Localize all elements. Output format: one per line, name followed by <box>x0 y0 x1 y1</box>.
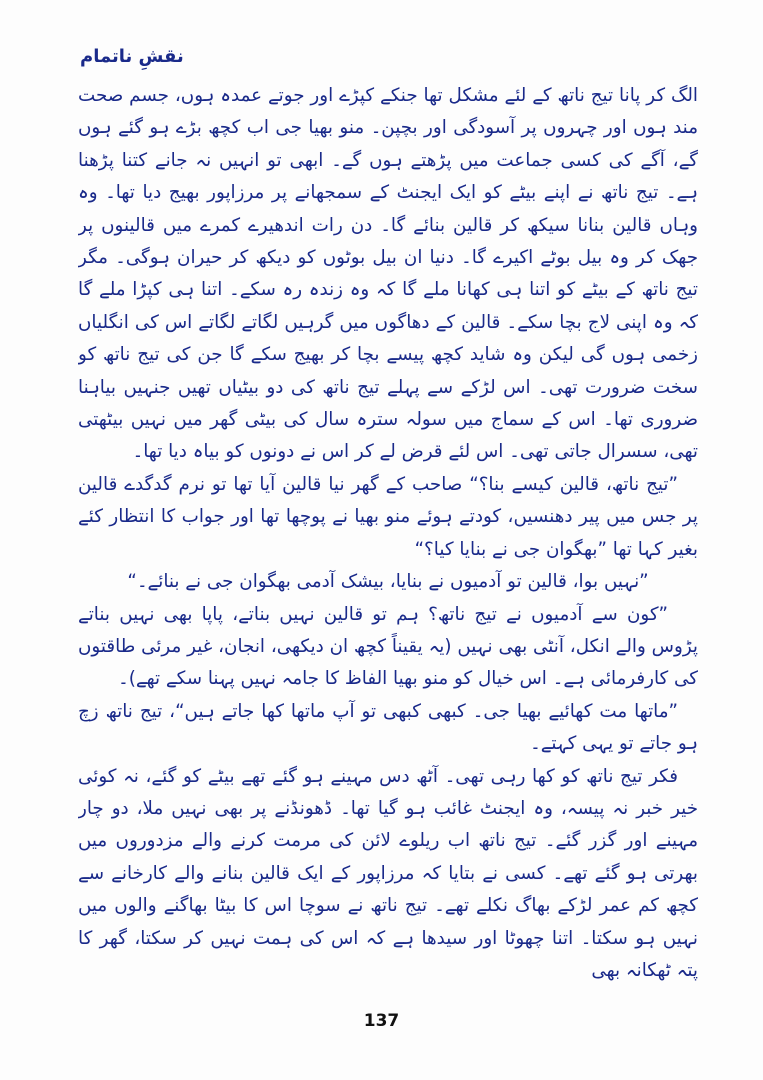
paragraph-1: الگ کر پانا تیج ناتھ کے لئے مشکل تھا جنکے کپڑے اور جوتے عمدہ ہوں، جسم صحت مند ہوں اور چہروں پر آسودگی اور بچپن۔ منو بھیا جی اب کچھ بڑے ہو گئے ہوں گے، آگے کی کسی جماعت میں پڑھتے ہوں گے۔ ابھی تو انہیں نہ جانے کتنا پڑھنا ہے۔ تیج ناتھ نے اپنے بیٹے کو ایک ایجنٹ کے سمجھانے پر مرزاپور بھیج دیا تھا۔ وہ وہاں قالین بنانا سیکھ کر قالین بنائے گا۔ دن رات اندھیرے کمرے میں قالینوں پر جھک کر وہ بیل بوٹے اکیرے گا۔ دنیا ان بیل بوٹوں کو دیکھ کر حیران ہوگی۔ مگر تیج ناتھ کے بیٹے کو اتنا ہی کھانا ملے گا کہ وہ زندہ رہ سکے۔ اتنا ہی کپڑا ملے گا کہ وہ اپنی لاج بچا سکے۔ قالین کے دھاگوں میں گرہیں لگاتے لگاتے اس کی انگلیاں زخمی ہوں گی لیکن وہ شاید کچھ پیسے بچا کر بھیج سکے گا جن کی تیج ناتھ کو سخت ضرورت تھی۔ اس لڑکے سے پہلے تیج ناتھ کی دو بیٹیاں تھیں جنہیں بیاہنا ضروری تھا۔ اس کے سماج میں سولہ سترہ سال کی بیٹی گھر میں نہیں بیٹھتی تھی، سسرال جاتی تھی۔ اس لئے قرض لے کر اس نے دونوں کو بیاہ دیا تھا۔ <box>78 85 698 463</box>
page-body <box>78 80 698 990</box>
paragraph-3: ”نہیں بوا، قالین تو آدمیوں نے بنایا، بیشک آدمی بھگوان جی نے بنائے۔“ <box>127 571 649 593</box>
running-header-title: نقشِ ناتمام <box>80 46 184 67</box>
paragraph-5: ”ماتھا مت کھائیے بھیا جی۔ کبھی کبھی تو آپ ماتھا کھا جاتے ہیں“، تیج ناتھ زچ ہو جاتے تو یہی کہتے۔ <box>78 700 698 755</box>
page-number: 137 <box>363 1011 400 1031</box>
paragraph-2: ”تیج ناتھ، قالین کیسے بنا؟“ صاحب کے گھر نیا قالین آیا تھا تو نرم گدگدے قالین پر جس میں پیر دھنسیں، کودتے ہوئے منو بھیا نے پوچھا تھا اور جواب کا انتظار کئے بغیر کہا تھا ”بھگوان جی نے بنایا کیا؟“ <box>78 473 698 560</box>
paragraph-4: ”کون سے آدمیوں نے تیج ناتھ؟ ہم تو قالین نہیں بناتے، پاپا بھی نہیں بناتے پڑوس والے انکل، آنٹی بھی نہیں (یہ یقیناً کچھ ان دیکھی، انجان، غیر مرئی طاقتوں کی کارفرمائی ہے۔ اس خیال کو منو بھیا الفاظ کا جامہ نہیں پہنا سکے تھے)۔ <box>78 603 698 690</box>
paragraph-6: فکر تیج ناتھ کو کھا رہی تھی۔ آٹھ دس مہینے ہو گئے تھے بیٹے کو گئے، نہ کوئی خیر خبر نہ پیسہ، وہ ایجنٹ غائب ہو گیا تھا۔ ڈھونڈنے پر بھی نہیں ملا، دو چار مہینے اور گزر گئے۔ تیج ناتھ اب ریلوے لائن کی مرمت کرنے والے مزدوروں میں بھرتی ہو گئے تھے۔ کسی نے بتایا کہ مرزاپور کے ایک قالین بنانے والے کارخانے سے کچھ کم عمر لڑکے بھاگ نکلے تھے۔ تیج ناتھ نے سوچا اس کا بیٹا بھاگنے والوں میں نہیں ہو سکتا۔ اتنا چھوٹا اور سیدھا ہے کہ اس کی ہمت نہیں کر سکتا، گھر کا پتہ ٹھکانہ بھی <box>78 765 698 981</box>
